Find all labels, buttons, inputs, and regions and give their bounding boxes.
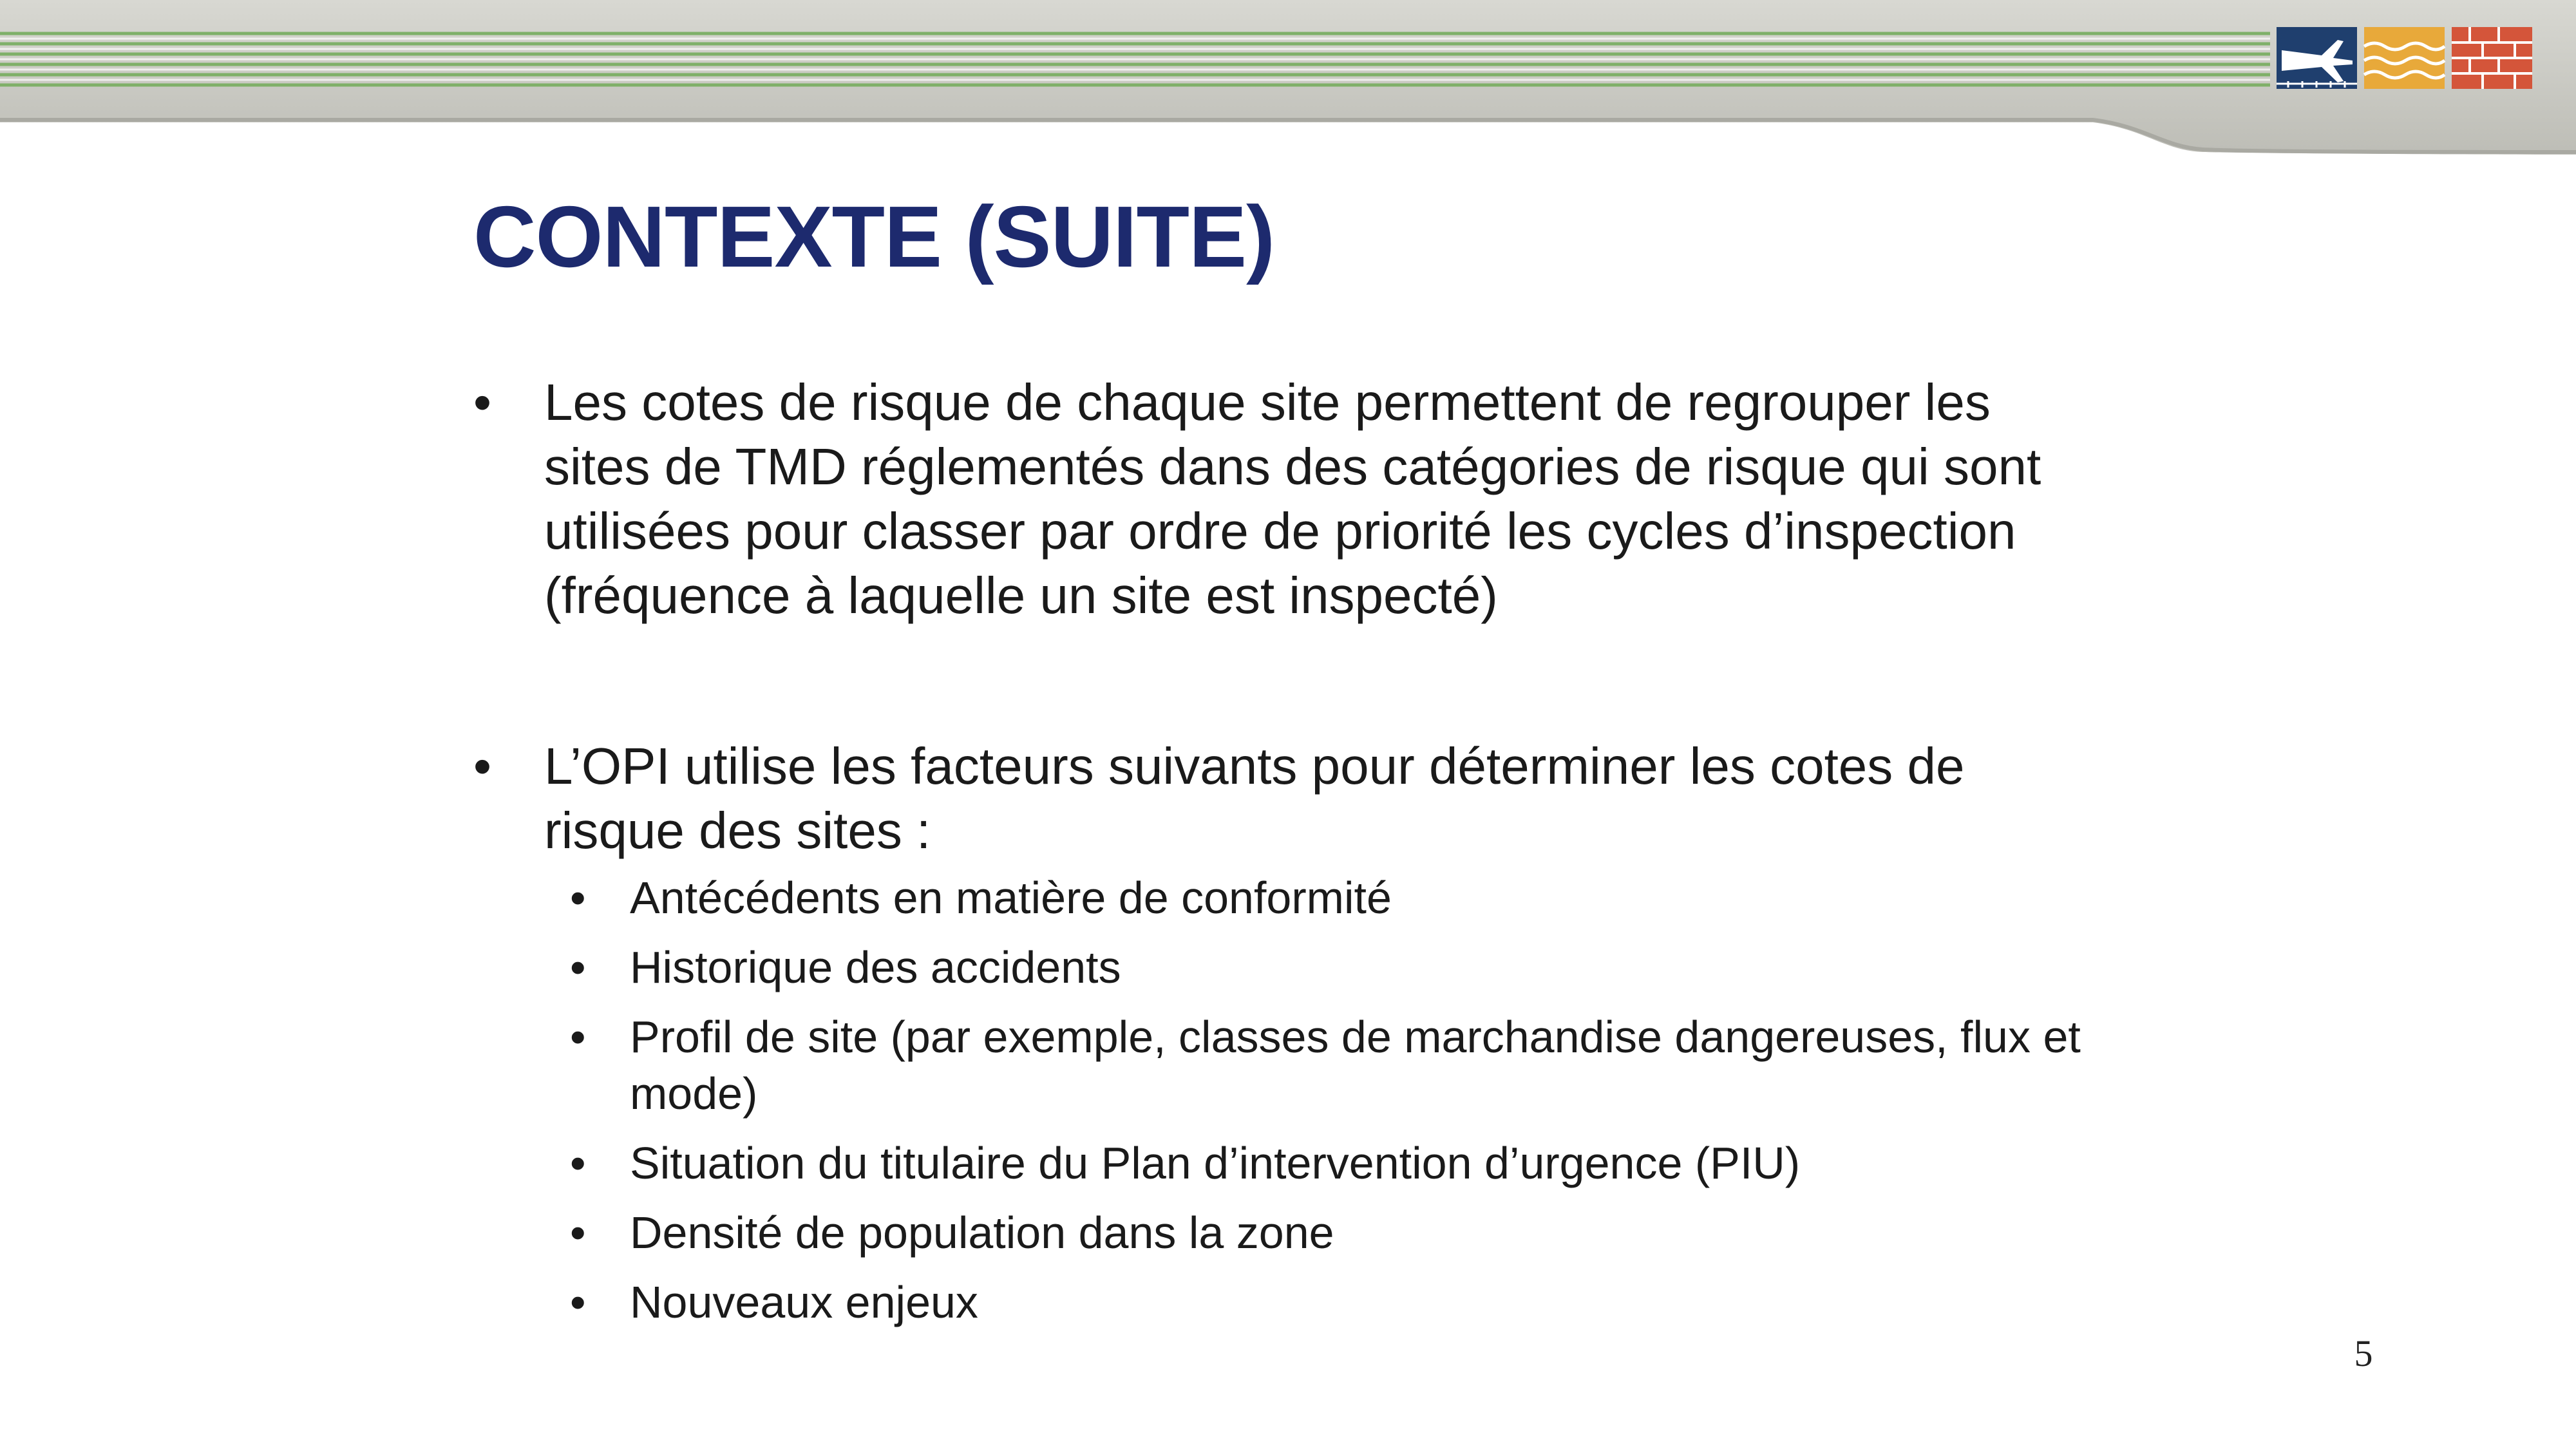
sub-bullet-dot: •	[570, 1277, 586, 1327]
sub-bullet-text: Antécédents en matière de conformité	[630, 873, 1392, 923]
bullet-dot: •	[473, 737, 492, 795]
sub-bullet-text: Situation du titulaire du Plan d’intervention d’urgence (PIU)	[630, 1138, 1801, 1188]
sub-bullet-item	[473, 1274, 2096, 1331]
sub-bullet-text: Nouveaux enjeux	[630, 1277, 978, 1327]
slide-content	[473, 370, 2096, 1343]
brick-road-icon	[2452, 27, 2532, 89]
airplane-rail-icon	[2277, 27, 2357, 89]
sub-bullet-text: Profil de site (par exemple, classes de marchandise dangereuses, flux et mode)	[630, 1012, 2081, 1119]
sub-bullet-text: Densité de population dans la zone	[630, 1208, 1334, 1258]
bullet-text: Les cotes de risque de chaque site permettent de regrouper les sites de TMD réglementés dans des catégories de risque qui sont utilisées pour classer par ordre de priorité les cycles d’inspection (fréquence à laquelle un site est inspecté)	[544, 374, 2041, 624]
spacer	[473, 628, 2096, 734]
bullet-item	[473, 734, 2096, 863]
sub-bullet-dot: •	[570, 1138, 586, 1188]
transport-logo	[2277, 27, 2534, 91]
sub-bullet-dot: •	[570, 1012, 586, 1062]
sub-bullet-list	[473, 869, 2096, 1331]
bullet-item	[473, 370, 2096, 628]
sub-bullet-dot: •	[570, 942, 586, 992]
sub-bullet-item	[473, 869, 2096, 926]
sub-bullet-dot: •	[570, 873, 586, 923]
header-band	[0, 0, 2576, 167]
sub-bullet-item	[473, 1135, 2096, 1191]
sub-bullet-item	[473, 1009, 2096, 1122]
bullet-text: L’OPI utilise les facteurs suivants pour déterminer les cotes de risque des sites :	[544, 737, 1965, 859]
slide-title: CONTEXTE (SUITE)	[473, 188, 1275, 285]
sub-bullet-text: Historique des accidents	[630, 942, 1121, 992]
sub-bullet-dot: •	[570, 1208, 586, 1258]
sub-bullet-item	[473, 1204, 2096, 1261]
bullet-dot: •	[473, 374, 492, 431]
page-number: 5	[2354, 1332, 2373, 1374]
water-waves-icon	[2364, 27, 2445, 89]
sub-bullet-item	[473, 939, 2096, 996]
